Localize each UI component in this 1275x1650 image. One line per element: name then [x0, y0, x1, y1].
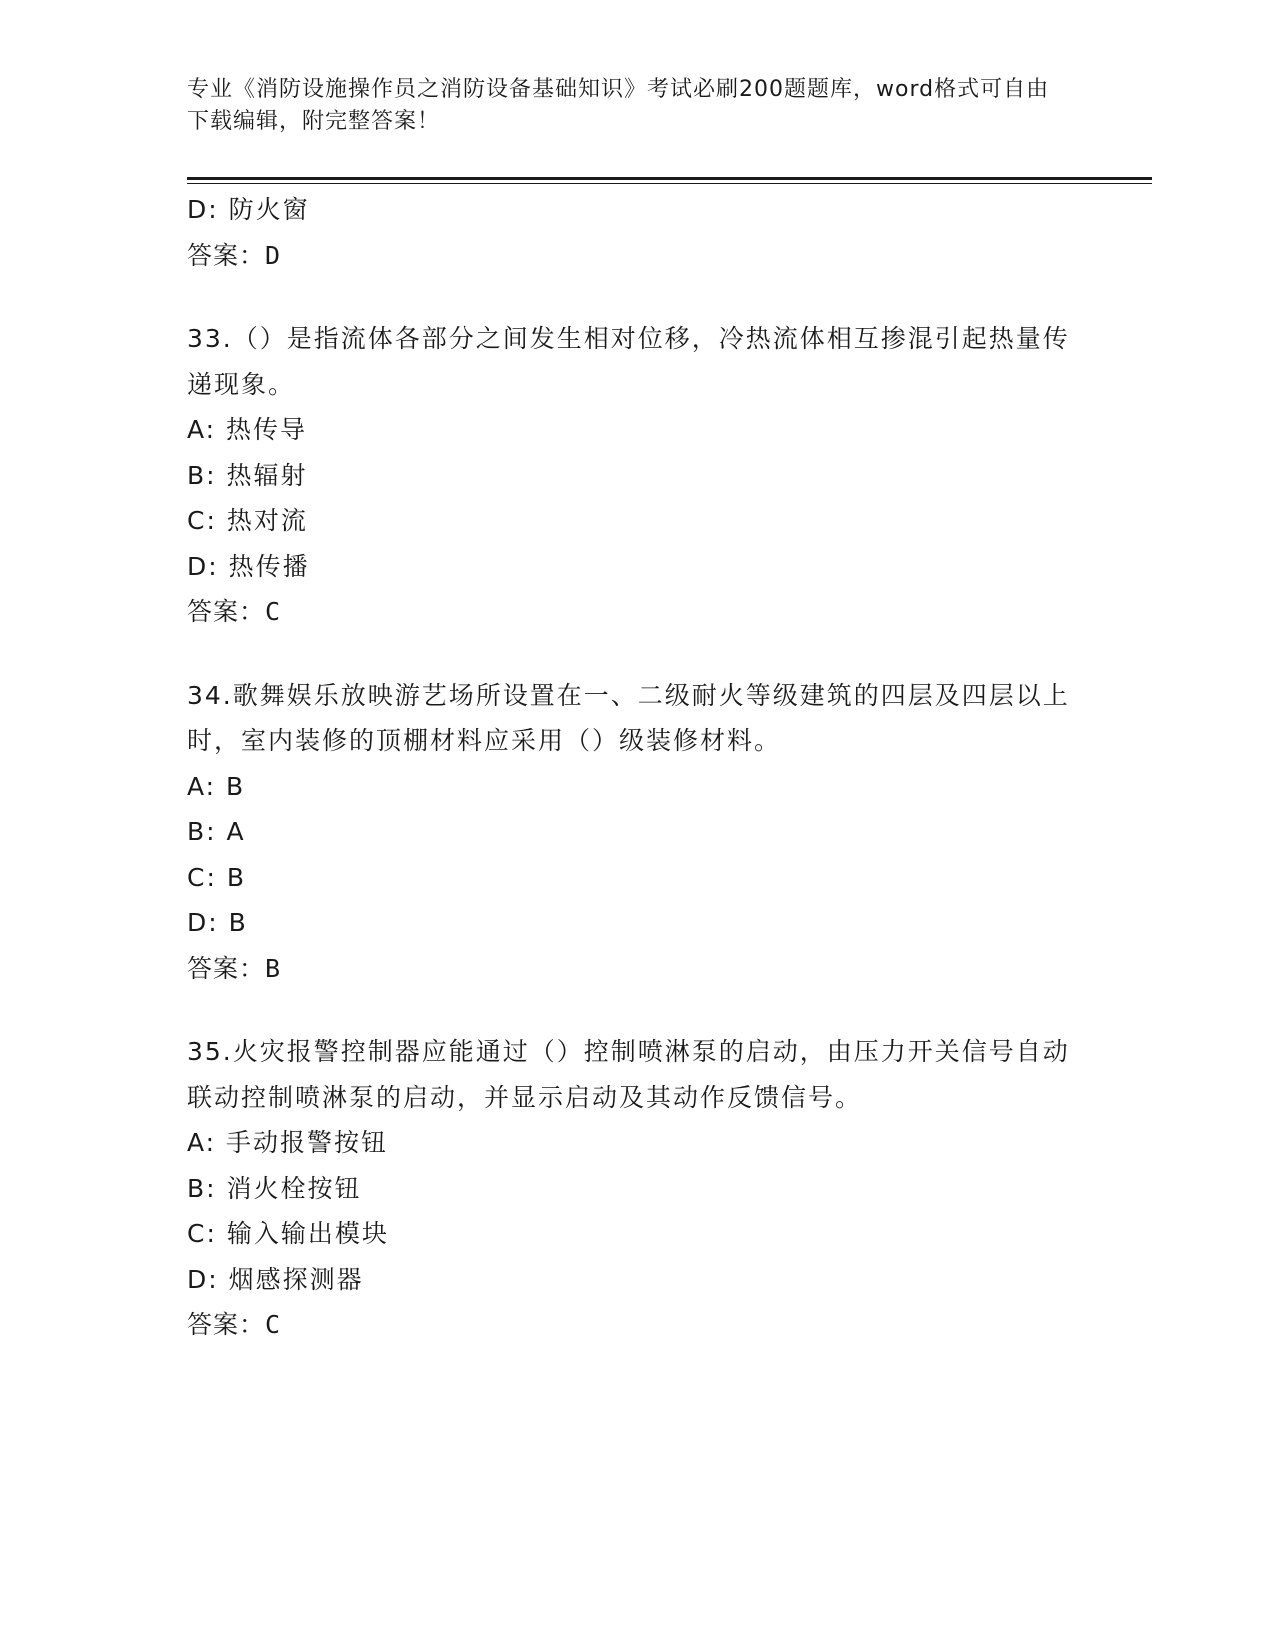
option-b: B: 消火栓按钮	[187, 1173, 362, 1203]
option-c: C: B	[187, 862, 246, 892]
option-d: D: B	[187, 908, 248, 937]
question-33	[187, 316, 1087, 635]
option-c: C: 热对流	[187, 506, 308, 535]
option-b: B: A	[187, 817, 246, 846]
question-list	[187, 187, 1087, 1348]
answer: 答案：C	[187, 597, 282, 626]
question-stem: 34.歌舞娱乐放映游艺场所设置在一、二级耐火等级建筑的四层及四层以上时，室内装修的顶棚材料应采用（）级装修材料。	[187, 680, 1070, 755]
header-text: 专业《消防设施操作员之消防设备基础知识》考试必刷200题题库，word格式可自由下载编辑，附完整答案！	[187, 77, 1050, 134]
answer: 答案：B	[187, 953, 282, 983]
header-rule-thick	[187, 177, 1152, 180]
option-d: D: 烟感探测器	[187, 1264, 364, 1294]
question-stem: 33.（）是指流体各部分之间发生相对位移，冷热流体相互掺混引起热量传递现象。	[187, 324, 1070, 399]
option-d: D: 热传播	[187, 551, 310, 581]
option-a: A: 热传导	[187, 415, 308, 444]
question-35	[187, 1029, 1087, 1348]
question-34	[187, 673, 1087, 992]
previous-question-tail	[187, 187, 1087, 278]
answer: 答案：C	[187, 1310, 282, 1339]
option-c: C: 输入输出模块	[187, 1219, 389, 1248]
option-b: B: 热辐射	[187, 460, 308, 490]
option-d: D: 防火窗	[187, 195, 310, 224]
header-rule-thin	[187, 183, 1152, 184]
page-header	[187, 74, 1067, 138]
option-a: A: 手动报警按钮	[187, 1128, 389, 1157]
question-stem: 35.火灾报警控制器应能通过（）控制喷淋泵的启动，由压力开关信号自动联动控制喷淋泵的启动，并显示启动及其动作反馈信号。	[187, 1037, 1070, 1112]
answer: 答案：D	[187, 240, 282, 270]
option-a: A: B	[187, 771, 246, 801]
